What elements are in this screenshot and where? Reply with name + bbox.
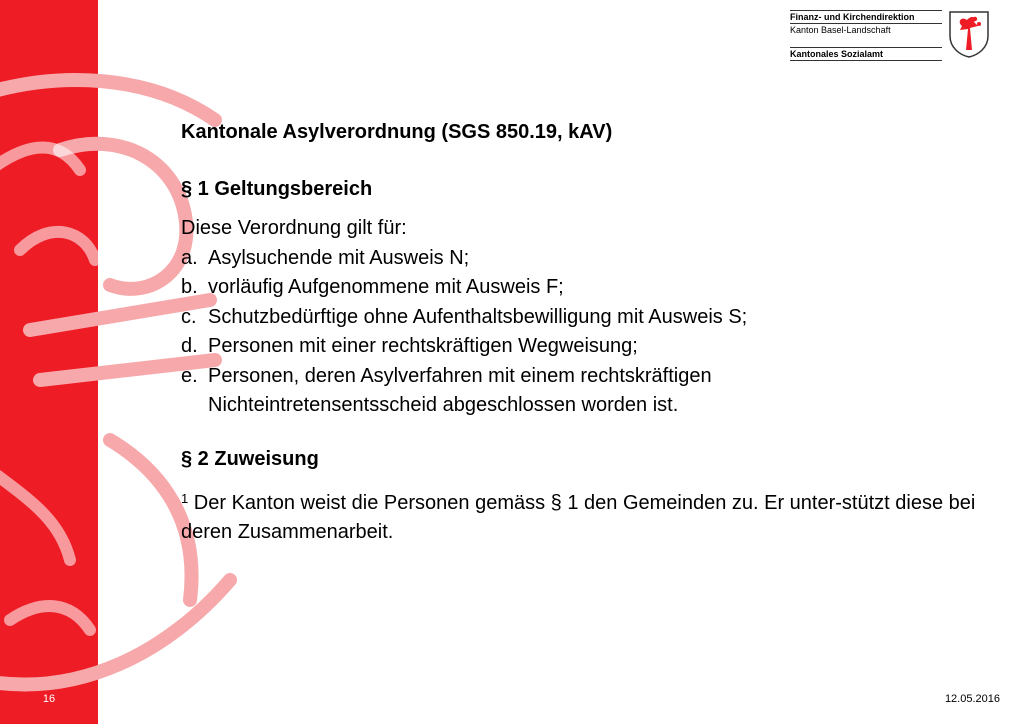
- section2-heading: § 2 Zuweisung: [181, 447, 319, 470]
- section2-paragraph: [181, 484, 991, 548]
- list-marker: d.: [181, 335, 198, 357]
- list-item: [181, 244, 1001, 274]
- list-item: [181, 303, 1001, 333]
- canton-name: Kanton Basel-Landschaft: [790, 23, 942, 36]
- page-number: 16: [42, 693, 56, 705]
- crest-logo: [948, 10, 990, 58]
- list-item: [181, 332, 1001, 362]
- list-marker: c.: [181, 305, 197, 328]
- section2: [181, 445, 1001, 548]
- document-title: Kantonale Asylverordnung (SGS 850.19, kAV): [181, 121, 613, 143]
- list-text: vorläufig Aufgenommene mit Ausweis F;: [208, 276, 564, 298]
- header-block: [790, 10, 942, 62]
- list-item: [181, 362, 1001, 421]
- list-marker: a.: [181, 246, 198, 269]
- department-name: Finanz- und Kirchendirektion: [790, 10, 942, 23]
- list-text: Personen, deren Asylverfahren mit einem rechtskräftigen Nichteintretensentsscheid abgeschlossen worden ist.: [208, 364, 712, 416]
- paragraph-number: 1: [181, 490, 189, 506]
- red-sidebar-band: [0, 0, 98, 724]
- list-text: Schutzbedürftige ohne Aufenthaltsbewilligung mit Ausweis S;: [208, 305, 748, 328]
- section1-intro: Diese Verordnung gilt für:: [181, 217, 407, 239]
- slide-content: [181, 118, 1001, 548]
- office-name: Kantonales Sozialamt: [790, 47, 942, 60]
- list-text: Asylsuchende mit Ausweis N;: [208, 246, 470, 269]
- list-text: Personen mit einer rechtskräftigen Wegweisung;: [208, 335, 638, 357]
- section2-text: Der Kanton weist die Personen gemäss § 1 den Gemeinden zu. Er unter-stützt diese bei deren Zusammenarbeit.: [181, 491, 976, 543]
- list-marker: e.: [181, 364, 198, 387]
- slide-date: 12.05.2016: [944, 693, 1000, 705]
- section1-heading: § 1 Geltungsbereich: [181, 178, 373, 200]
- list-item: [181, 273, 1001, 303]
- list-marker: b.: [181, 276, 198, 298]
